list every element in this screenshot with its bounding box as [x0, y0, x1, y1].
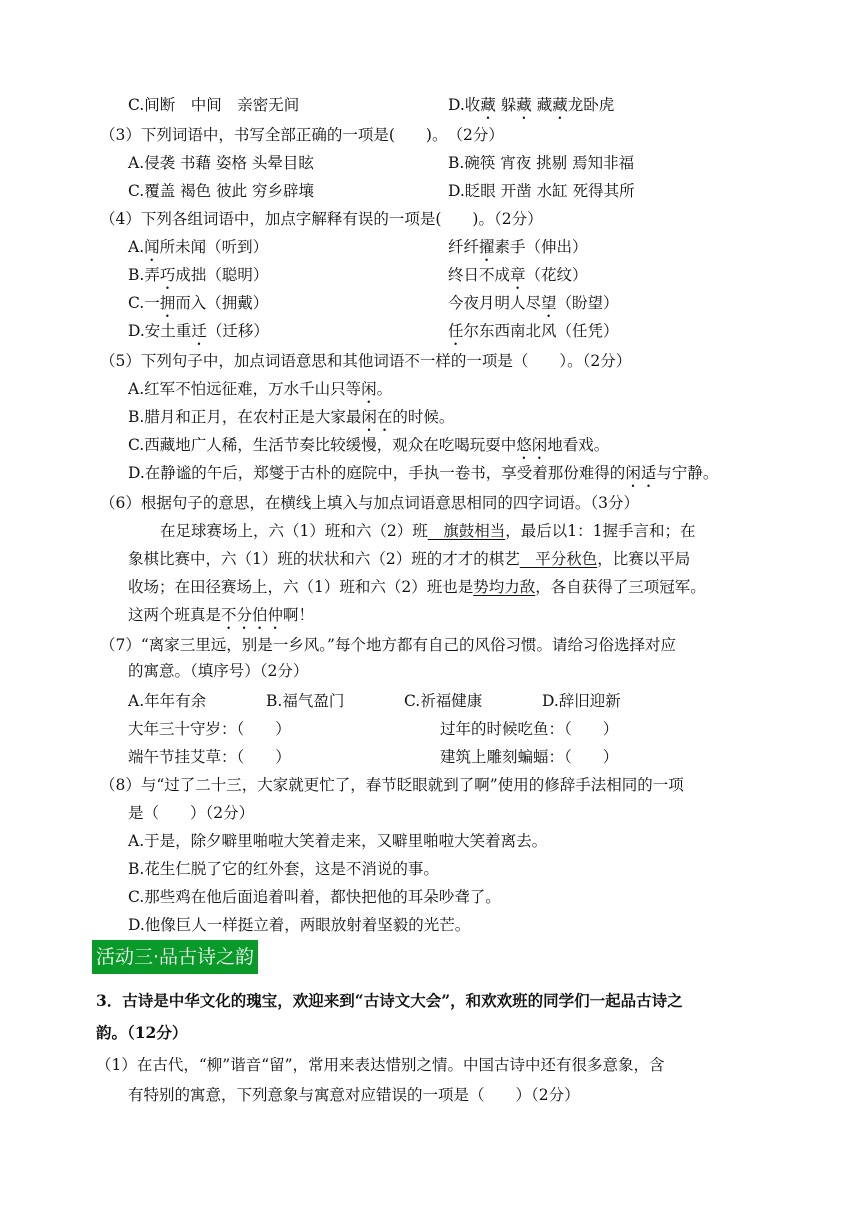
q7-option-b: B.福气盈门	[266, 692, 345, 710]
q4-row-b-right	[448, 264, 588, 293]
q8-option-b: B.花生仁脱了它的红外套，这是不消说的事。	[128, 860, 439, 878]
text-segment: 地看戏。	[547, 436, 610, 454]
dotted-char: 章	[510, 266, 526, 284]
q3-option-c: C.覆盖 褐色 彼此 穷乡辟壤	[128, 182, 315, 200]
text-segment: 终日不成	[448, 266, 511, 284]
dotted-char: 藏	[480, 96, 496, 114]
text-segment: ，比赛以平局	[597, 550, 691, 568]
text-segment: 所未闻（听到）	[159, 238, 269, 256]
text-segment: （花纹）	[525, 266, 588, 284]
dotted-char: 迁	[191, 322, 207, 340]
dotted-word: 闲适	[625, 464, 657, 482]
text-segment: 的时候。	[392, 408, 455, 426]
text-segment: 在足球赛场上，六（1）班和六（2）班	[160, 522, 428, 540]
q6-line-1	[160, 520, 695, 542]
q3-option-d: D.眨眼 开凿 水缸 死得其所	[448, 182, 635, 200]
q8-option-c: C.那些鸡在他后面追着叫着，都快把他的耳朵吵聋了。	[128, 888, 501, 906]
dotted-word: 悠闲	[516, 436, 548, 454]
q4-row-b-left	[128, 264, 268, 293]
question-3-sub1-line-2: 有特别的寓意，下列意象与寓意对应错误的一项是（ ）（2分）	[128, 1086, 580, 1104]
text-segment: 与宁静。	[656, 464, 719, 482]
dotted-char: 擢	[479, 238, 495, 256]
question-3-stem-line-2: 韵。（12分）	[96, 1023, 188, 1042]
q7-item-1: 大年三十守岁：（ ）	[128, 720, 291, 738]
text-segment: 收场；在田径赛场上，六（1）班和六（2）班也是	[128, 578, 474, 596]
text-segment: A.红军不怕远征难，万水千山只等	[128, 380, 362, 398]
dotted-word: 闲	[361, 380, 377, 398]
text-segment: D.在静谧的午后，郑燮于古朴的庭院中，手执一卷书，享受着那份难得的	[128, 464, 626, 482]
text-segment: 素手（伸出）	[494, 238, 588, 256]
q5-option-c	[128, 434, 609, 463]
text-segment: 躲	[495, 96, 517, 114]
text-segment: 而入（拥戴）	[175, 294, 269, 312]
dotted-char: 任	[448, 322, 464, 340]
q4-row-d-left	[128, 320, 269, 349]
dotted-char: 藏	[516, 96, 532, 114]
text-segment: B.腊月和正月，在农村正是大家最	[128, 408, 362, 426]
q7-option-d: D.辞旧迎新	[542, 692, 621, 710]
q3-stem: （3）下列词语中，书写全部正确的一项是( )。 （2分）	[100, 126, 504, 144]
fill-blank: 旗鼓相当	[427, 522, 506, 540]
dotted-char: 巧	[159, 266, 176, 284]
dotted-char: 拥	[159, 294, 176, 312]
q7-stem-line-2: 的寓意。（填序号）（2分）	[128, 662, 309, 680]
text-segment: 成拙（聪明）	[175, 266, 269, 284]
q7-item-3: 端午节挂艾草：（ ）	[128, 748, 291, 766]
q7-stem-line-1: （7）“离家三里远，别是一乡风。”每个地方都有自己的风俗习惯。请给习俗选择对应	[100, 636, 676, 654]
q4-row-a-left	[128, 236, 268, 265]
q4-stem: （4）下列各组词语中，加点字解释有误的一项是( )。（2分）	[100, 210, 543, 228]
text-segment: C.西藏地广人稀，生活节奏比较缓慢，观众在吃喝玩耍中	[128, 436, 517, 454]
q8-option-d: D.他像巨人一样挺立着，两眼放射着坚毅的光芒。	[128, 916, 471, 934]
q6-stem: （6）根据句子的意思，在横线上填入与加点词语意思相同的四字词语。（3分）	[100, 494, 639, 512]
q8-stem-line-1: （8）与“过了二十三，大家就更忙了，春节眨眼就到了啊”使用的修辞手法相同的一项	[100, 776, 684, 794]
q5-option-b	[128, 406, 454, 435]
question-3-stem-line-1: 3．古诗是中华文化的瑰宝，欢迎来到“古诗文大会”，和欢欢班的同学们一起品古诗之	[96, 991, 683, 1010]
fill-blank: 势均力敌	[473, 578, 536, 596]
text-segment: 这两个班真是	[128, 606, 222, 624]
q5-option-d	[128, 462, 718, 491]
q7-item-2: 过年的时候吃鱼：（ ）	[440, 720, 619, 738]
q4-row-c-left	[128, 292, 268, 321]
text-segment: 。	[376, 380, 393, 398]
text-segment: 龙卧虎	[567, 96, 615, 114]
dotted-char: 藏	[552, 96, 568, 114]
q6-line-4	[128, 604, 314, 633]
q6-line-2	[128, 548, 690, 570]
text-segment: （盼望）	[556, 294, 619, 312]
dotted-word: 闲在	[361, 408, 393, 426]
text-segment: ，最后以1：1握手言和；在	[505, 522, 696, 540]
q2-option-c: C.间断 中间 亲密无间	[128, 96, 300, 114]
text-segment: D.安土重	[128, 322, 192, 340]
q8-option-a: A.于是，除夕噼里啪啦大笑着走来，又噼里啪啦大笑着离去。	[128, 832, 548, 850]
q4-row-c-right	[448, 292, 619, 321]
text-segment: ，各自获得了三项冠军。	[535, 578, 706, 596]
q3-option-b: B.碗筷 宵夜 挑剔 焉知非福	[448, 154, 635, 172]
dotted-char: 望	[541, 294, 557, 312]
text-segment: B.弄	[128, 266, 160, 284]
section-header-activity-3: 活动三·品古诗之韵	[92, 940, 258, 974]
text-segment: （迁移）	[206, 322, 269, 340]
q4-row-a-right	[448, 236, 588, 265]
text-segment: 尔东西南北风（任凭）	[463, 322, 619, 340]
text-segment: 象棋比赛中，六（1）班的状状和六（2）班的才才的棋艺	[128, 550, 520, 568]
q7-option-a: A.年年有余	[128, 692, 207, 710]
q8-stem-line-2: 是（ ）（2分）	[128, 804, 255, 822]
text-segment: D.收	[448, 96, 481, 114]
text-segment: 藏	[531, 96, 553, 114]
text-segment: 啊！	[283, 606, 315, 624]
q5-stem: （5）下列句子中，加点词语意思和其他词语不一样的一项是（ ）。（2分）	[100, 352, 632, 370]
q3-option-a: A.侵袭 书藉 姿格 头晕目眩	[128, 154, 314, 172]
q5-option-a	[128, 378, 392, 407]
q7-option-c: C.祈福健康	[404, 692, 483, 710]
q6-line-3	[128, 576, 706, 598]
q2-option-d	[448, 94, 614, 123]
dotted-char: 闻	[144, 238, 160, 256]
text-segment: 纤纤	[448, 238, 480, 256]
fill-blank: 平分秋色	[519, 550, 598, 568]
text-segment: A.	[128, 238, 145, 256]
question-3-sub1-line-1: （1）在古代，“柳”谐音“留”，常用来表达惜别之情。中国古诗中还有很多意象，含	[96, 1056, 665, 1074]
dotted-word: 不分伯仲	[221, 606, 284, 624]
text-segment: 今夜月明人尽	[448, 294, 542, 312]
q7-item-4: 建筑上雕刻蝙蝠：（ ）	[440, 748, 619, 766]
q4-row-d-right	[448, 320, 619, 349]
text-segment: C.一	[128, 294, 160, 312]
